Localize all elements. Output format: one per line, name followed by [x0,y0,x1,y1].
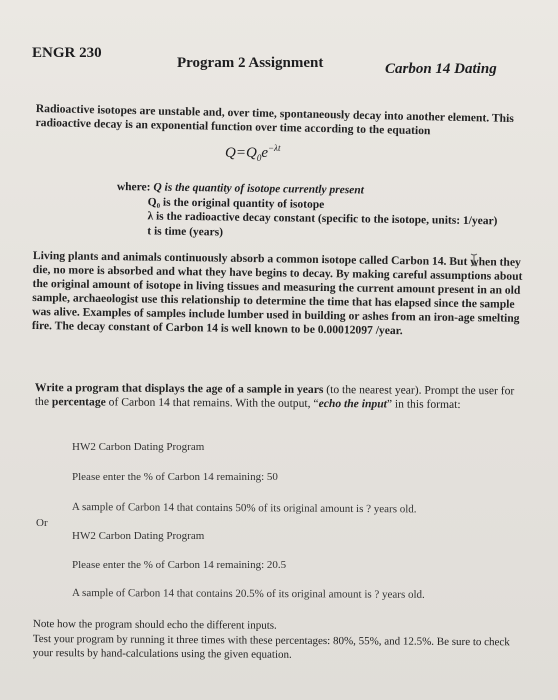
def-q0: Q₀ is the original quantity of isotope [147,195,325,211]
task-paragraph [35,381,515,412]
equation-equals: = [235,145,246,161]
def-q: Q is the quantity of isotope currently present [153,181,365,197]
def-t: t is time (years) [147,224,224,238]
task-text-3: ” in this format: [386,397,461,411]
task-echo-input: echo the input [318,396,387,411]
equation-base: Q [245,145,257,161]
equation-base-subscript: 0 [256,153,262,163]
where-label: where: [116,180,151,194]
or-label: Or [36,517,48,529]
note-line-2: Test your program by running it three times with these percentages: 80%, 55%, and 12.5%. Be sure to check your results by hand-calculations using the given equation. [32,632,510,661]
example1-title: HW2 Carbon Dating Program [72,441,205,453]
living-paragraph: Living plants and animals continuously absorb a common isotope called Carbon 14. But when they die, no more is absorbed and what they have begins to decay. By making careful assumptions about the original amount of isotope in living tissues and measuring the current amount present in an old sample, archaeologist use this relationship to determine the time that has elapsed since the sample was alive. Examples of samples include lumber used in building or ashes from an iron-age smelting fire. The decay constant of Carbon 14 is well known to be 0.00012097 /year. [31,249,523,338]
example2-prompt: Please enter the % of Carbon 14 remaining: 20.5 [72,559,287,571]
task-bold-lead: Write a program that displays the age of a sample in years [34,381,324,397]
variable-definitions [116,180,498,243]
assignment-title: Program 2 Assignment [177,55,324,71]
example2-result: A sample of Carbon 14 that contains 20.5% of its original amount is ? years old. [71,587,425,601]
intro-paragraph: Radioactive isotopes are unstable and, over time, spontaneously decay into another element. This radioactive decay is an exponential function over time according to the equation [35,102,514,138]
decay-equation [225,143,280,163]
task-percentage: percentage [51,395,106,409]
task-text-1: (to the nearest year). Prompt the user for the [34,383,515,409]
equation-lhs: Q [225,145,236,161]
example1-result: A sample of Carbon 14 that contains 50% of its original amount is ? years old. [71,501,417,516]
example2-title: HW2 Carbon Dating Program [72,530,205,542]
equation-exponent: −λt [267,143,281,153]
def-lambda: λ is the radioactive decay constant (specific to the isotope, units: 1/year) [147,210,498,228]
assignment-topic: Carbon 14 Dating [385,61,497,77]
note-line-1: Note how the program should echo the different inputs. [32,618,277,632]
example1-prompt: Please enter the % of Carbon 14 remaining: 50 [72,471,278,483]
note-paragraph [33,617,523,664]
course-code: ENGR 230 [32,45,102,61]
equation-e: e [261,145,268,161]
text-cursor-icon [469,253,479,267]
task-text-2: of Carbon 14 that remains. With the output, “ [105,395,319,410]
